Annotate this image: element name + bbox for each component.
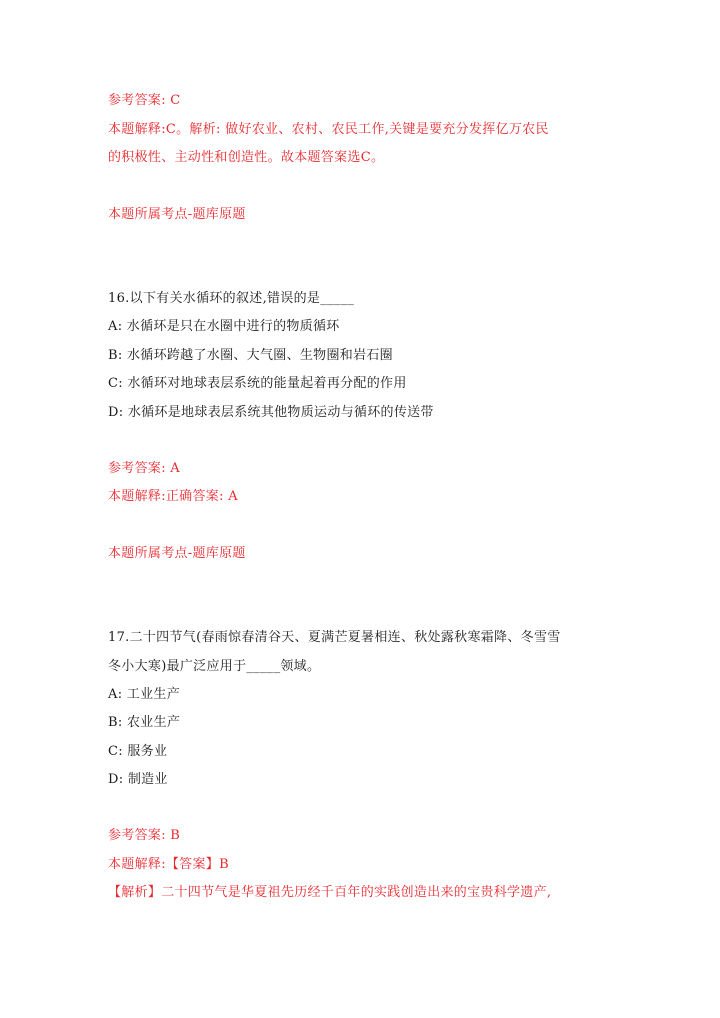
q16-answer: 参考答案: A [108,461,181,476]
q16-option-c: C: 水循环对地球表层系统的能量起着再分配的作用 [108,376,407,391]
q15-answer: 参考答案: C [108,93,181,108]
q17-option-b: B: 农业生产 [108,715,181,730]
q17-option-d: D: 制造业 [108,772,168,787]
q17-option-a: A: 工业生产 [108,687,181,702]
q17-analysis: 【解析】二十四节气是华夏祖先历经千百年的实践创造出来的宝贵科学遗产, [108,885,552,900]
q17-answer: 参考答案: B [108,828,181,843]
q17-question-line-1: 17.二十四节气(春雨惊春清谷天、夏满芒夏暑相连、秋处露秋寒霜降、冬雪雪 [108,630,561,645]
q16-option-b: B: 水循环跨越了水圈、大气圈、生物圈和岩石圈 [108,348,393,363]
q17-explanation: 本题解释:【答案】B [108,857,229,872]
q15-explanation-line-1: 本题解释:C。解析: 做好农业、农村、农民工作,关键是要充分发挥亿万农民 [108,122,549,137]
q16-question: 16.以下有关水循环的叙述,错误的是_____ [108,291,355,306]
q16-source: 本题所属考点-题库原题 [108,546,246,561]
q16-option-a: A: 水循环是只在水圈中进行的物质循环 [108,319,340,334]
q16-explanation: 本题解释:正确答案: A [108,489,238,504]
q15-explanation-line-2: 的积极性、主动性和创造性。故本题答案选C。 [108,150,385,165]
q17-option-c: C: 服务业 [108,744,168,759]
q16-option-d: D: 水循环是地球表层系统其他物质运动与循环的传送带 [108,405,434,420]
q17-question-line-2: 冬小大寒)最广泛应用于_____领域。 [108,659,321,674]
q15-source: 本题所属考点-题库原题 [108,207,246,222]
